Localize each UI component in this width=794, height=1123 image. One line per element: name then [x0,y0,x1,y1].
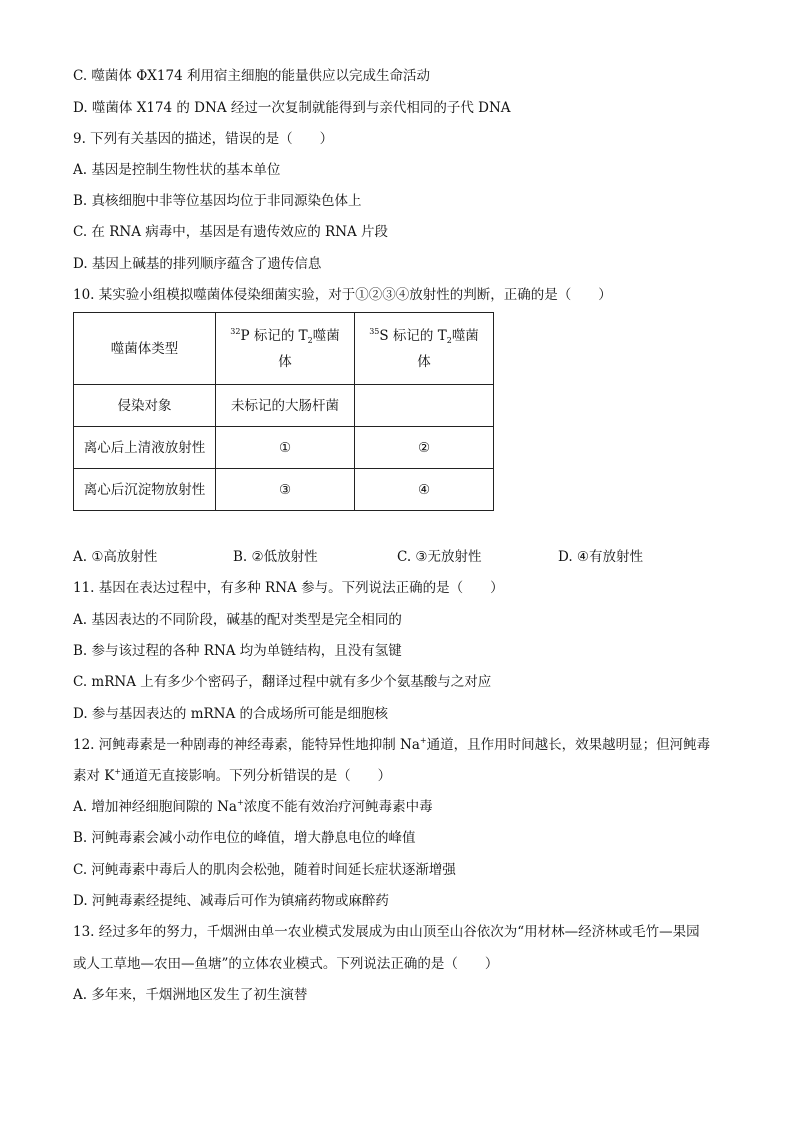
q13-stem-line1: 13. 经过多年的努力，千烟洲由单一农业模式发展成为由山顶至山谷依次为“用材林—经济林或毛竹—果园 [73,924,700,940]
q13-stem-line2: 或人工草地—农田—鱼塘”的立体农业模式。下列说法正确的是（ ） [73,956,499,972]
q12-option-b: B. 河鲀毒素会减小动作电位的峰值，增大静息电位的峰值 [73,830,416,846]
q8-option-c: C. 噬菌体 ΦX174 利用宿主细胞的能量供应以完成生命活动 [73,68,430,84]
cell-empty [355,385,494,427]
q11-stem: 11. 基因在表达过程中，有多种 RNA 参与。下列说法正确的是（ ） [73,580,504,596]
q10-option-c: C. ③无放射性 [397,549,482,565]
q9-option-c: C. 在 RNA 病毒中，基因是有遗传效应的 RNA 片段 [73,224,389,240]
table-row [74,469,494,511]
q11-option-a: A. 基因表达的不同阶段，碱基的配对类型是完全相同的 [73,612,402,628]
q11-option-b: B. 参与该过程的各种 RNA 均为单链结构，且没有氢键 [73,643,402,659]
row-label-supernatant: 离心后上清液放射性 [74,427,216,469]
q13-option-a: A. 多年来，千烟洲地区发生了初生演替 [73,987,308,1003]
q12-option-a: A. 增加神经细胞间隙的 Na+浓度不能有效治疗河鲀毒素中毒 [73,798,433,815]
q10-option-b: B. ②低放射性 [233,549,318,565]
cell-marker-2: ② [355,427,494,469]
q11-option-d: D. 参与基因表达的 mRNA 的合成场所可能是细胞核 [73,706,389,722]
q8-option-d: D. 噬菌体 X174 的 DNA 经过一次复制就能得到与亲代相同的子代 DNA [73,100,511,116]
q10-stem: 10. 某实验小组模拟噬菌体侵染细菌实验，对于①②③④放射性的判断，正确的是（ ） [73,287,612,303]
header-phage-type: 噬菌体类型 [74,313,216,385]
q12-stem-line2: 素对 K+通道无直接影响。下列分析错误的是（ ） [73,767,392,784]
q10-option-a: A. ①高放射性 [73,549,158,565]
cell-marker-3: ③ [216,469,355,511]
header-s35-phage: $^{35}$S 标记的 $T_2$噬菌 体 [355,313,494,385]
cell-marker-4: ④ [355,469,494,511]
row-label-sediment: 离心后沉淀物放射性 [74,469,216,511]
q12-stem-line1: 12. 河鲀毒素是一种剧毒的神经毒素，能特异性地抑制 Na+通道，且作用时间越长，效果越明显；但河鲀毒 [73,736,711,753]
q12-option-c: C. 河鲀毒素中毒后人的肌肉会松弛，随着时间延长症状逐渐增强 [73,862,456,878]
q11-option-c: C. mRNA 上有多少个密码子，翻译过程中就有多少个氨基酸与之对应 [73,674,492,690]
header-p32-phage: $^{32}$P 标记的 $T_2$噬菌 体 [216,313,355,385]
q9-option-b: B. 真核细胞中非等位基因均位于非同源染色体上 [73,193,362,209]
q9-option-d: D. 基因上碱基的排列顺序蕴含了遗传信息 [73,256,322,272]
cell-marker-1: ① [216,427,355,469]
cell-unlabeled-ecoli: 未标记的大肠杆菌 [216,385,355,427]
q9-option-a: A. 基因是控制生物性状的基本单位 [73,162,281,178]
q10-options [73,548,733,566]
q12-option-d: D. 河鲀毒素经提纯、减毒后可作为镇痛药物或麻醉药 [73,893,389,909]
table-header-row [74,313,494,385]
q10-experiment-table [73,312,494,511]
table-row [74,427,494,469]
q10-option-d: D. ④有放射性 [558,549,644,565]
row-label-infection-target: 侵染对象 [74,385,216,427]
table-row [74,385,494,427]
q9-stem: 9. 下列有关基因的描述，错误的是（ ） [73,131,334,147]
